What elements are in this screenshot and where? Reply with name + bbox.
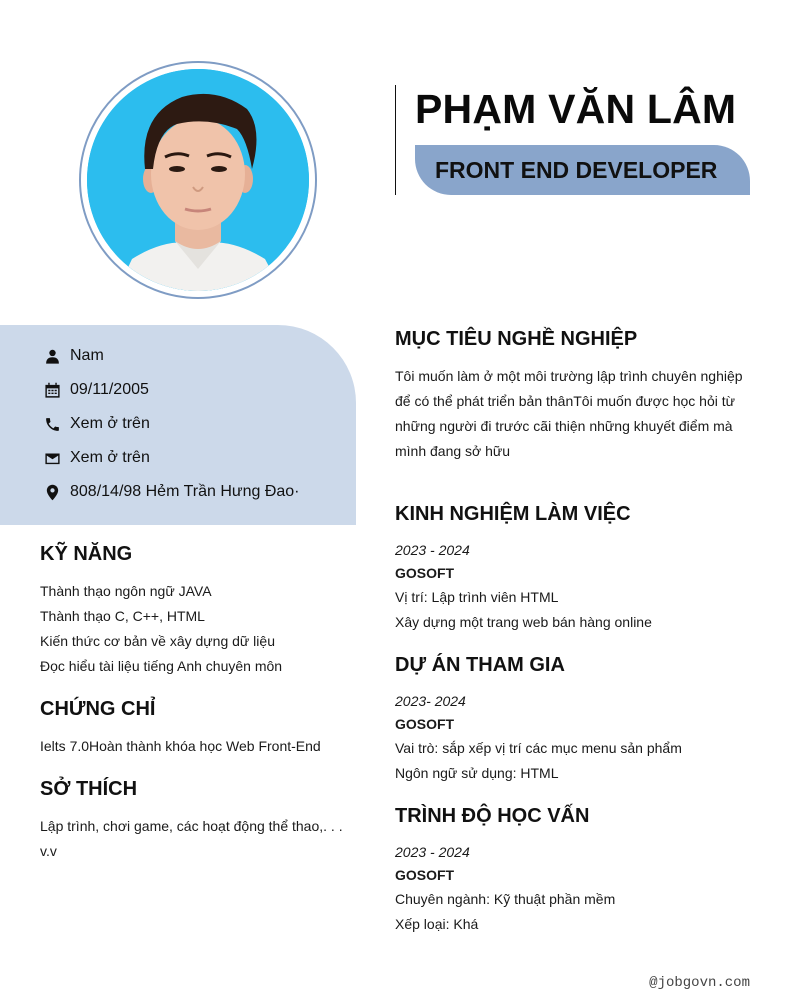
- education-entry: [395, 841, 615, 937]
- experience-detail: Xây dựng một trang web bán hàng online: [395, 614, 652, 630]
- contact-value: Xem ở trên: [70, 415, 150, 432]
- project-detail: Ngôn ngữ sử dụng: HTML: [395, 765, 559, 781]
- objective-text: [395, 364, 743, 464]
- skill-item: Đọc hiểu tài liệu tiếng Anh chuyên môn: [40, 658, 283, 674]
- experience-detail: Vị trí: Lập trình viên HTML: [395, 589, 559, 605]
- education-title: TRÌNH ĐỘ HỌC VẤN: [395, 805, 590, 827]
- contact-gender: [43, 345, 104, 367]
- contact-birthdate: [43, 379, 149, 401]
- experience-org: GOSOFT: [395, 565, 455, 581]
- watermark: @jobgovn.com: [649, 975, 750, 991]
- projects-entry: [395, 690, 682, 786]
- objective-line: Tôi muốn làm ở một môi trường lập trình chuyên nghiệp: [395, 368, 743, 384]
- education-detail: Xếp loại: Khá: [395, 916, 479, 932]
- contact-email: [43, 447, 150, 469]
- phone-icon: [43, 415, 61, 433]
- job-title: FRONT END DEVELOPER: [435, 157, 718, 183]
- objective-line: những người đi trước cãi thiện những khuyết điểm mà: [395, 418, 733, 434]
- projects-title: DỰ ÁN THAM GIA: [395, 654, 565, 676]
- person-icon: [43, 347, 61, 365]
- education-detail: Chuyên ngành: Kỹ thuật phần mềm: [395, 891, 616, 907]
- candidate-name: PHẠM VĂN LÂM: [415, 86, 737, 132]
- objective-line: để có thể phát triển bản thânTôi muốn được học hỏi từ: [395, 393, 736, 409]
- hobby-line: v.v: [40, 843, 57, 859]
- certificate-item: Ielts 7.0Hoàn thành khóa học Web Front-End: [40, 738, 321, 754]
- skills-title: KỸ NĂNG: [40, 543, 133, 565]
- contact-value: 808/14/98 Hẻm Trần Hưng Đao·: [70, 483, 300, 500]
- experience-entry: [395, 539, 652, 635]
- objective-title: MỤC TIÊU NGHỀ NGHIỆP: [395, 328, 638, 350]
- education-org: GOSOFT: [395, 867, 455, 883]
- skill-item: Thành thạo C, C++, HTML: [40, 608, 205, 624]
- contact-address: [43, 481, 300, 503]
- header-divider: [395, 85, 396, 195]
- contact-value: Nam: [70, 347, 104, 364]
- portrait-image: [87, 69, 309, 291]
- project-detail: Vai trò: sắp xếp vị trí các mục menu sản phẩm: [395, 740, 682, 756]
- contact-value: 09/11/2005: [70, 381, 149, 398]
- experience-title: KINH NGHIỆM LÀM VIỆC: [395, 503, 631, 525]
- certificates-title: CHỨNG CHỈ: [40, 698, 156, 720]
- hobby-line: Lập trình, chơi game, các hoạt động thể thao,. . .: [40, 818, 343, 834]
- experience-date: 2023 - 2024: [395, 542, 470, 558]
- contact-phone: [43, 413, 150, 435]
- skill-item: Kiến thức cơ bản về xây dựng dữ liệu: [40, 633, 275, 649]
- hobbies-text: [40, 814, 343, 864]
- skills-list: [40, 579, 282, 679]
- email-icon: [43, 449, 61, 467]
- education-date: 2023 - 2024: [395, 844, 470, 860]
- location-pin-icon: [43, 483, 61, 501]
- skill-item: Thành thạo ngôn ngữ JAVA: [40, 583, 212, 599]
- certificates-text: [40, 734, 321, 759]
- project-org: GOSOFT: [395, 716, 455, 732]
- project-date: 2023- 2024: [395, 693, 466, 709]
- calendar-icon: [43, 381, 61, 399]
- avatar-photo: [87, 69, 309, 291]
- hobbies-title: SỞ THÍCH: [40, 778, 138, 800]
- objective-line: mình đang sở hữu: [395, 443, 511, 459]
- role-banner: [415, 145, 750, 195]
- contact-value: Xem ở trên: [70, 449, 150, 466]
